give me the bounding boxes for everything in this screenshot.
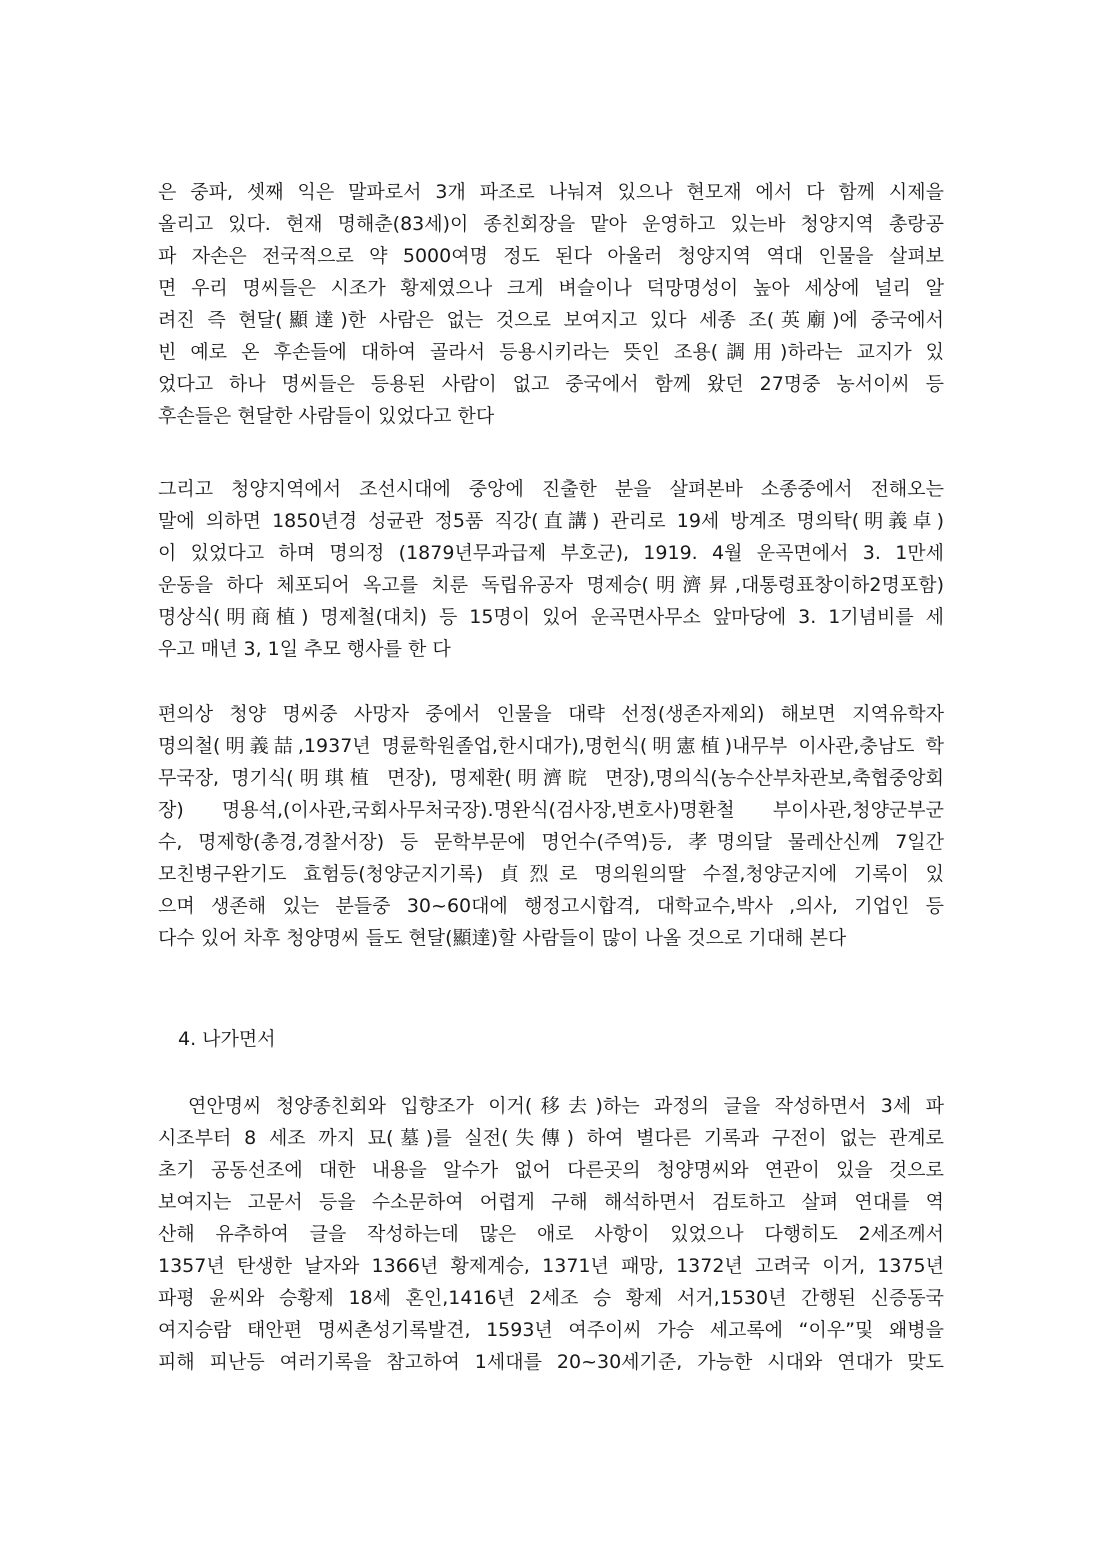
paragraph-joseon-officials — [158, 473, 944, 665]
text-line: 여지승람 태안편 명씨촌성기록발견, 1593년 여주이씨 가승 세고록에 “이우”및 왜병을 — [158, 1319, 944, 1341]
text-line: 그리고 청양지역에서 조선시대에 중앙에 진출한 분을 살펴본바 소종중에서 전해오는 — [158, 478, 944, 500]
text-line: 우고 매년 3, 1일 추모 행사를 한 다 — [158, 638, 451, 660]
text-line: 말에 의하면 1850년경 성균관 정5품 직강(直講) 관리로 19세 방계조 명의탁(明義卓) — [158, 510, 944, 532]
text-line: 모친병구완기도 효험등(청양군지기록) 貞烈로 명의원의딸 수절,청양군지에 기록이 있 — [158, 863, 944, 885]
paragraph-notable-figures — [158, 698, 944, 954]
text-line: 다수 있어 차후 청양명씨 들도 현달(顯達)할 사람들이 많이 나올 것으로 기대해 본다 — [158, 927, 847, 949]
text-line: 명의철(明義喆,1937년 명륜학원졸업,한시대가),명헌식(明憲植)내무부 이사관,충남도 학 — [158, 735, 944, 757]
text-line: 운동을 하다 체포되어 옥고를 치룬 독립유공자 명제승(明濟昇,대통령표창이하2명포함) — [158, 574, 944, 596]
text-line: 초기 공동선조에 대한 내용을 알수가 없어 다른곳의 청양명씨와 연관이 있을 것으로 — [158, 1159, 944, 1181]
text-line: 이 있었다고 하며 명의정 (1879년무과급제 부호군), 1919. 4월 운곡면에서 3. 1만세 — [158, 542, 944, 564]
text-line: 으며 생존해 있는 분들중 30~60대에 행정고시합격, 대학교수,박사 ,의사, 기업인 등 — [158, 895, 944, 917]
paragraph-chungyang-lineage — [158, 176, 944, 432]
text-line: 1357년 탄생한 날자와 1366년 황제계승, 1371년 패망, 1372년 고려국 이거, 1375년 — [158, 1255, 944, 1277]
text-line: 산해 유추하여 글을 작성하는데 많은 애로 사항이 있었으나 다행히도 2세조께서 — [158, 1223, 944, 1245]
text-line: 려진 즉 현달(顯達)한 사람은 없는 것으로 보여지고 있다 세종 조(英廟)에 중국에서 — [158, 309, 944, 331]
text-line: 연안명씨 청양종친회와 입향조가 이거(移去)하는 과정의 글을 작성하면서 3세 파 — [188, 1095, 944, 1117]
text-line: 무국장, 명기식(明琪植 면장), 명제환(明濟晥 면장),명의식(농수산부차관보,축협중앙회 — [158, 767, 944, 789]
text-line: 올리고 있다. 현재 명해춘(83세)이 종친회장을 맡아 운영하고 있는바 청양지역 총랑공 — [158, 213, 944, 235]
section-heading: 4. 나가면서 — [178, 1028, 276, 1050]
text-line: 보여지는 고문서 등을 수소문하여 어렵게 구해 해석하면서 검토하고 살펴 연대를 역 — [158, 1191, 944, 1213]
text-line: 명상식(明商植) 명제철(대치) 등 15명이 있어 운곡면사무소 앞마당에 3. 1기념비를 세 — [158, 606, 944, 628]
text-line: 수, 명제항(총경,경찰서장) 등 문학부문에 명언수(주역)등, 孝명의달 물레산신께 7일간 — [158, 831, 944, 853]
text-line: 피해 피난등 여러기록을 참고하여 1세대를 20~30세기준, 가능한 시대와 연대가 맞도 — [158, 1351, 944, 1373]
text-line: 파평 윤씨와 승황제 18세 혼인,1416년 2세조 승 황제 서거,1530년 간행된 신증동국 — [158, 1287, 944, 1309]
text-line: 은 중파, 셋째 익은 말파로서 3개 파조로 나눠져 있으나 현모재 에서 다 함께 시제을 — [158, 181, 944, 203]
text-line: 시조부터 8 세조 까지 묘(墓)를 실전(失傳) 하여 별다른 기록과 구전이 없는 관계로 — [158, 1127, 944, 1149]
text-line: 빈 예로 온 후손들에 대하여 골라서 등용시키라는 뜻인 조용(調用)하라는 교지가 있 — [158, 341, 944, 363]
text-line: 면 우리 명씨들은 시조가 황제였으나 크게 벼슬이나 덕망명성이 높아 세상에 널리 알 — [158, 277, 944, 299]
text-line: 파 자손은 전국적으로 약 5000여명 정도 된다 아울러 청양지역 역대 인물을 살펴보 — [158, 245, 944, 267]
text-line: 었다고 하나 명씨들은 등용된 사람이 없고 중국에서 함께 왔던 27명중 농서이씨 등 — [158, 373, 944, 395]
text-line: 편의상 청양 명씨중 사망자 중에서 인물을 대략 선정(생존자제외) 해보면 지역유학자 — [158, 703, 944, 725]
paragraph-closing — [158, 1090, 944, 1378]
text-line: 장) 명용석,(이사관,국회사무처국장).명완식(검사장,변호사)명환철 부이사관,청양군부군 — [158, 799, 944, 821]
text-line: 후손들은 현달한 사람들이 있었다고 한다 — [158, 405, 495, 427]
